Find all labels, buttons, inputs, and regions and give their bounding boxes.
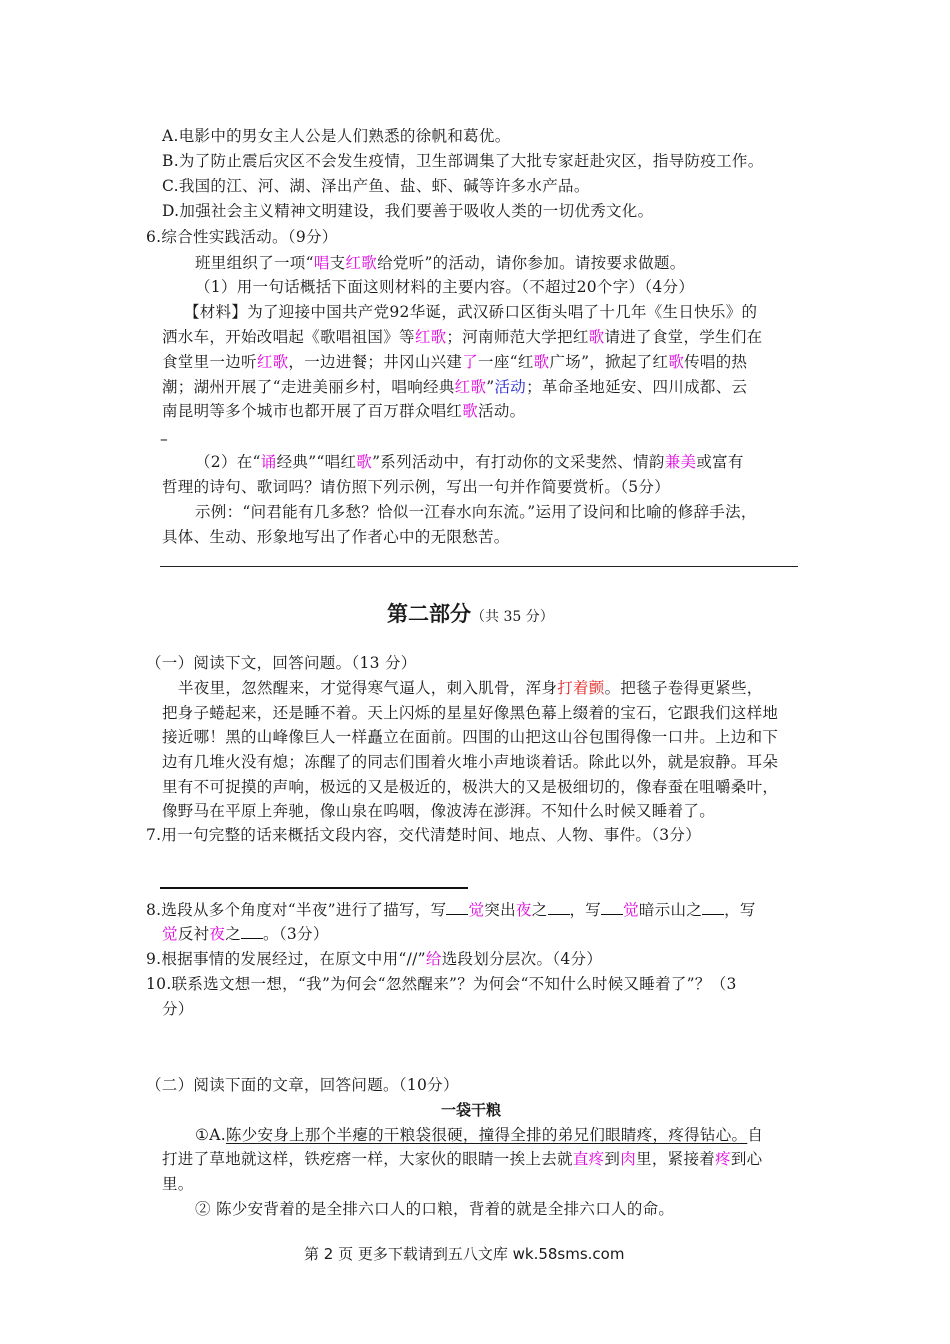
article-paragraph-1-end: 里。 [162,1175,194,1193]
reading-one-heading: （一）阅读下文，回答问题。（13 分） [146,654,417,672]
passage-line: 边有几堆火没有熄；冻醒了的同志们围着火堆小声地谈着话。除此以外，就是寂静。耳朵 [162,753,779,771]
q5-option-d: D.加强社会主义精神文明建设，我们要善于吸收人类的一切优秀文化。 [162,202,654,220]
section-divider [160,566,798,567]
material-line: 食堂里一边听红歌，一边进餐；井冈山兴建了一座“红歌广场”，掀起了红歌传唱的热 [162,353,748,371]
q6-sub2-line2: 哲理的诗句、歌词吗？请仿照下列示例，写出一句并作简要赏析。（5分） [162,478,671,496]
article-paragraph-1-cont: 打进了草地就这样，铁疙瘩一样，大家伙的眼睛一挨上去就直疼到肉里，紧接着疼到心 [162,1150,763,1168]
q6-heading: 6.综合性实践活动。（9分） [146,228,338,246]
passage-line: 半夜里，忽然醒来，才觉得寒气逼人，刺入肌骨，浑身打着颤。把毯子卷得更紧些， [178,679,763,697]
q6-sub1: （1）用一句话概括下面这则材料的主要内容。（不超过20个字）（4分） [195,278,695,296]
question-10-cont: 分） [162,1000,194,1018]
answer-line [160,887,468,889]
article-paragraph-1: ①A.陈少安身上那个半瘪的干粮袋很硬，撞得全排的弟兄们眼睛疼，疼得钻心。自 [195,1126,764,1144]
passage-line: 里有不可捉摸的声响，极远的又是极近的，极洪大的又是极细切的，像春蚕在咀嚼桑叶， [162,778,779,796]
page-footer: 第 2 页 更多下载请到五八文库 wk.58sms.com [304,1245,625,1263]
question-7: 7.用一句完整的话来概括文段内容，交代清楚时间、地点、人物、事件。（3分） [146,826,702,844]
question-8: 8.选段从多个角度对“半夜”进行了描写，写 觉突出夜之 ，写 觉暗示山之 ，写 [146,901,756,919]
passage-line: 接近哪！黑的山峰像巨人一样矗立在面前。四围的山把这山谷包围得像一口井。上边和下 [162,728,779,746]
q6-sub2: （2）在“诵经典”“唱红歌”系列活动中，有打动你的文采斐然、情韵兼美或富有 [195,453,744,471]
example-line: 示例：“问君能有几多愁？恰似一江春水向东流。”运用了设问和比喻的修辞手法， [195,503,757,521]
passage-line: 像野马在平原上奔驰，像山泉在呜咽，像波涛在澎湃。不知什么时候又睡着了。 [162,802,716,820]
q5-option-b: B.为了防止震后灾区不会发生疫情，卫生部调集了大批专家赶赴灾区，指导防疫工作。 [162,152,764,170]
example-line: 具体、生动、形象地写出了作者心中的无限愁苦。 [162,528,510,546]
article-title: 一袋干粮 [441,1101,502,1119]
material-line: 潮；湖州开展了“走进美丽乡村，唱响经典红歌”活动；革命圣地延安、四川成都、云 [162,378,748,396]
part-two-title: 第二部分（共 35 分） [387,602,554,626]
question-9: 9.根据事情的发展经过，在原文中用“//”给选段划分层次。（4分） [146,950,603,968]
material-line: 洒水车，开始改唱起《歌唱祖国》等红歌；河南师范大学把红歌请进了食堂，学生们在 [162,328,763,346]
question-10: 10.联系选文想一想，“我”为何会“忽然醒来”？为何会“不知什么时候又睡着了”？（3 [146,975,737,993]
passage-line: 把身子蜷起来，还是睡不着。天上闪烁的星星好像黑色幕上缀着的宝石，它跟我们这样地 [162,704,779,722]
question-8-cont: 觉反衬夜之 。（3分） [162,925,329,943]
q6-intro: 班里组织了一项“唱支红歌给党听”的活动，请你参加。请按要求做题。 [195,254,686,272]
q5-option-c: C.我国的江、河、湖、泽出产鱼、盐、虾、碱等许多水产品。 [162,177,590,195]
material-line: 【材料】为了迎接中国共产党92华诞，武汉硚口区街头唱了十几年《生日快乐》的 [184,303,758,321]
answer-dash: – [160,430,169,448]
article-paragraph-2: ② 陈少安背着的是全排六口人的口粮，背着的就是全排六口人的命。 [195,1200,675,1218]
reading-two-heading: （二）阅读下面的文章，回答问题。（10分） [146,1076,459,1094]
q5-option-a: A.电影中的男女主人公是人们熟悉的徐帆和葛优。 [162,127,511,145]
material-line: 南昆明等多个城市也都开展了百万群众唱红歌活动。 [162,402,526,420]
